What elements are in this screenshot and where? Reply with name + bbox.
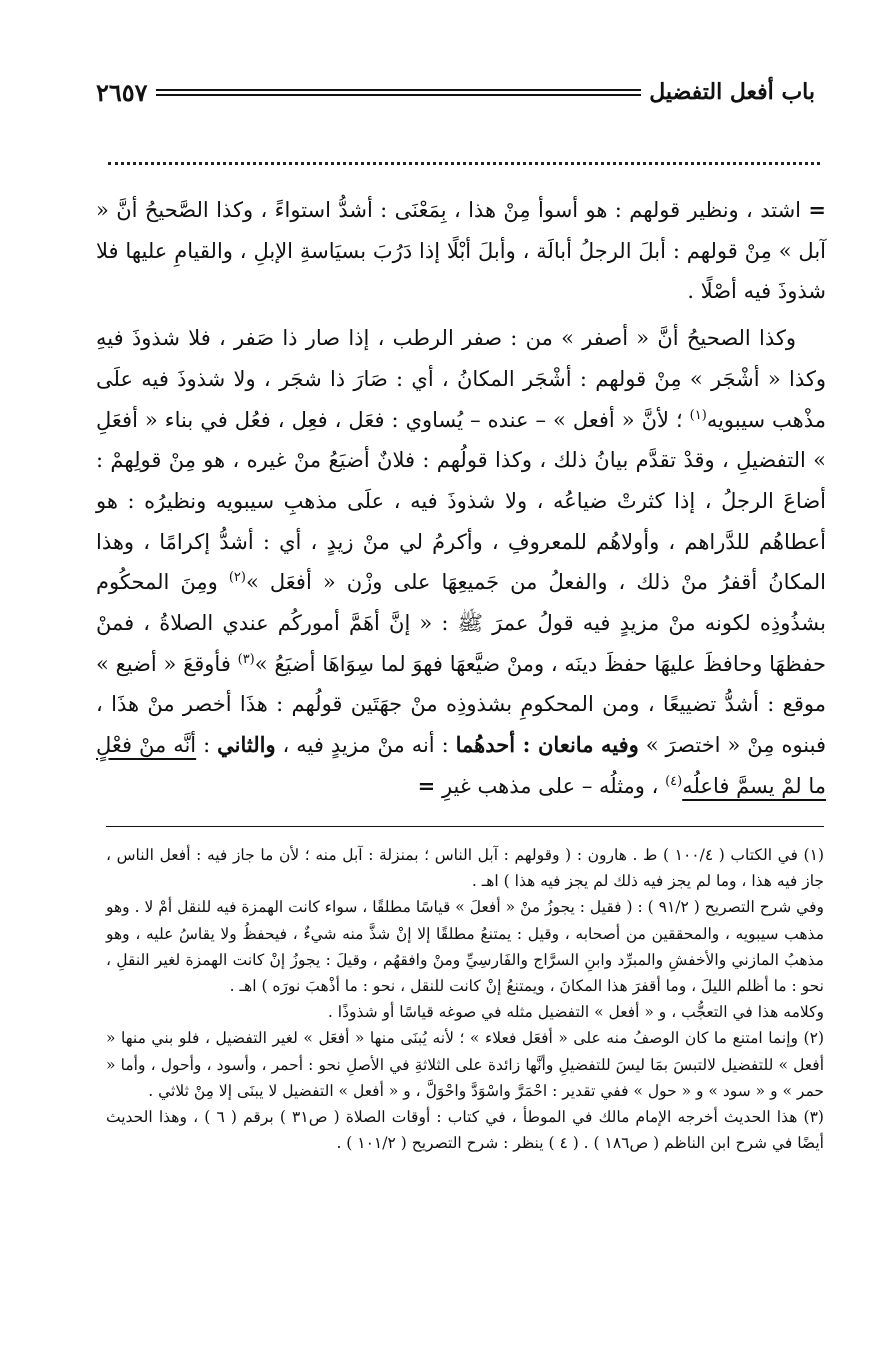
footnote-1c: وكلامه هذا في التعجُّب ، و « أفعل » التفضيل مثله في صوغه قياسًا أو شذوذًا .: [327, 1003, 824, 1022]
footnote-1b: وفي شرح التصريح ( ٩١/٢ ) : ( فقيل : يجوزُ منْ « أفعلَ » قياسًا مطلقًا ، سواء كانت الهمزة فيه للنقل أمْ لا . وهو مذهب سيبويه ، والمحققين من أصحابه ، وقيل : يمتنعُ مطلقًا إلا إنْ شذَّ منه شيءٌ ، فيحفظُ ولا يقاسُ عليه ، وهو مذهبُ المازني والأخفشِ والمبرِّد وابنِ السرَّاج والفَارسِيِّ ومنْ وافقهُم ، وقيلَ : يجوزُ إنْ كانت الهمزة لغير النقلِ ، نحو : ما أظلم الليلَ ، وما أقفرَ هذا المكانَ ، ويمتنعُ إنْ كانت للنقل ، نحو : ما أذْهبَ نورَه ) اهـ .: [106, 898, 824, 996]
paragraph-2-text-1: وكذا الصحيحُ أنَّ « أصفر » من : صفر الرطب ، إذا صار ذا صَفر ، فلا شذوذَ فيهِ وكذا « أشْجَر » مِنْ قولهم : أشْجَر المكانُ ، أي : صَارَ ذا شجَر ، ولا شذوذَ فيه علَى مذْهب سيبويه: [96, 326, 826, 432]
bold-phrase-1: وفيه مانعان : أحدهُما: [455, 732, 639, 758]
running-header: [96, 74, 815, 110]
footnote-2: (٢) وإنما امتنع ما كان الوصفُ منه على « أفعَل فعلاء » ؛ لأنه يُبنَى منها « أفعَل » لغير التفضيل ، فلو بني منها « أفعل » للتفضيل لالتبسَ بمَا ليسَ للتفضيلِ وأنَّها زائدة على الثلاثةِ في الأصلِ نحو : أحمر ، وأسود ، وأحول ، وأما « حمر » و « سود » و « حول » ففي تقدير : احْمَرَّ واسْوَدَّ واحْوَلَّ ، و « أفعل » التفضيل لا يبنَى إلا مِنْ ثلاثي .: [106, 1029, 824, 1100]
footnote-3-4: (٣) هذا الحديث أخرجه الإمام مالك في الموطأ ، في كتاب : أوقات الصلاة ( ص٣١ ) برقم ( ٦ ) ، وهذا الحديث أيضًا في شرح ابن الناظم ( ص١٨٦ ) . ( ٤ ) ينظر : شرح التصريح ( ١٠١/٢ ) .: [106, 1108, 824, 1153]
footnote-ref-2[interactable]: (٢): [228, 570, 246, 586]
header-rule: [156, 89, 642, 96]
footnotes: [106, 842, 824, 1156]
main-text: [96, 190, 826, 807]
paragraph-2-text-3: ومِنَ المحكُوم بشذُوذِه لكونه منْ مزيدٍ فيه قولُ عمرَ ﷺ : « إنَّ أهَمَّ أموركُم عندي الصلاةُ ، فمنْ حفظهَا وحافظَ عليهَا حفظَ دينَه ، ومنْ ضيَّعهَا فهوَ لما سِوَاهَا أضيَعُ »: [96, 570, 826, 676]
paragraph-2-text-5: : أنه منْ مزيدٍ فيه ،: [275, 733, 456, 758]
footnote-ref-4[interactable]: (٤): [665, 773, 683, 789]
paragraph-2-text-7: ، ومثلُه – على مذهب غيرِ: [435, 773, 666, 798]
paragraph-2-text-6: :: [196, 733, 218, 758]
paragraph-1: [96, 190, 826, 312]
paragraph-2-text-4: فأوقعَ « أضيع » موقع : أشدُّ تضييعًا ، ومن المحكومِ بشذوذِه منْ جهَتَين قولُهم : هذَا أخصر منْ هذَا ، فبنوه مِنْ « اختصرَ »: [96, 651, 827, 758]
footnote-ref-1[interactable]: (١): [689, 407, 707, 423]
underlined-phrase: أنَّه منْ فعْلٍ ما لمْ يسمَّ فاعلُه: [96, 733, 826, 798]
footnote-ref-3[interactable]: (٣): [237, 651, 255, 667]
continuation-mark: =: [808, 197, 826, 222]
footnote-1a: (١) في الكتاب ( ١٠٠/٤ ) ط . هارون : ( وقولهم : آبل الناس ؛ بمنزلة : آبل منه ؛ لأن ما جاز فيه : أفعل الناس ، جاز فيه هذا ، وما لم يجز فيه ذلك لم يجز فيه هذا ) اهـ .: [106, 846, 824, 891]
dotted-separator: [108, 146, 820, 165]
paragraph-2-text-2: ؛ لأنَّ « أفعل » – عنده – يُساوي : فعَل ، فعِل ، فعُل في بناء « أفعَلِ » التفضيلِ ، وقدْ تقدَّم بيانُ ذلك ، وكذا قولُهم : فلانٌ أضيَعُ منْ غيره ، هو مِنْ قولِهمْ : أضاعَ الرجلُ ، إذا كثرتْ ضياعُه ، ولا شذوذَ فيه ، علَى مذهبِ سيبويه ونظيرُه : هو أعطاهُم للدَّراهم ، وأولاهُم للمعروفِ ، وأكرمُ لي منْ زيدٍ ، أي : أشدُّ إكرامًا ، وهذا المكانُ أقفرُ منْ ذلك ، والفعلُ من جَميعِهَا على وزْن « أفعَل »: [96, 407, 827, 595]
continuation-mark-end: =: [417, 772, 436, 798]
chapter-title: باب أفعل التفضيل: [649, 79, 815, 105]
paragraph-1-text: اشتد ، ونظير قولهم : هو أسوأ مِنْ هذا ، بِمَعْنَى : أشدُّ استواءً ، وكذا الصَّحيحُ أنَّ « آبل » مِنْ قولهم : أبلَ الرجلُ أبالَة ، وأبلَ أبْلًا إذا دَرُبَ بسيَاسةِ الإبلِ ، والقيامِ عليها فلا شذوذَ فيه أصْلًا .: [96, 198, 826, 304]
page-number: ٢٦٥٧: [96, 77, 148, 107]
footnote-separator: [106, 826, 824, 827]
paragraph-2: [96, 318, 826, 806]
bold-phrase-2: والثاني: [217, 732, 276, 758]
